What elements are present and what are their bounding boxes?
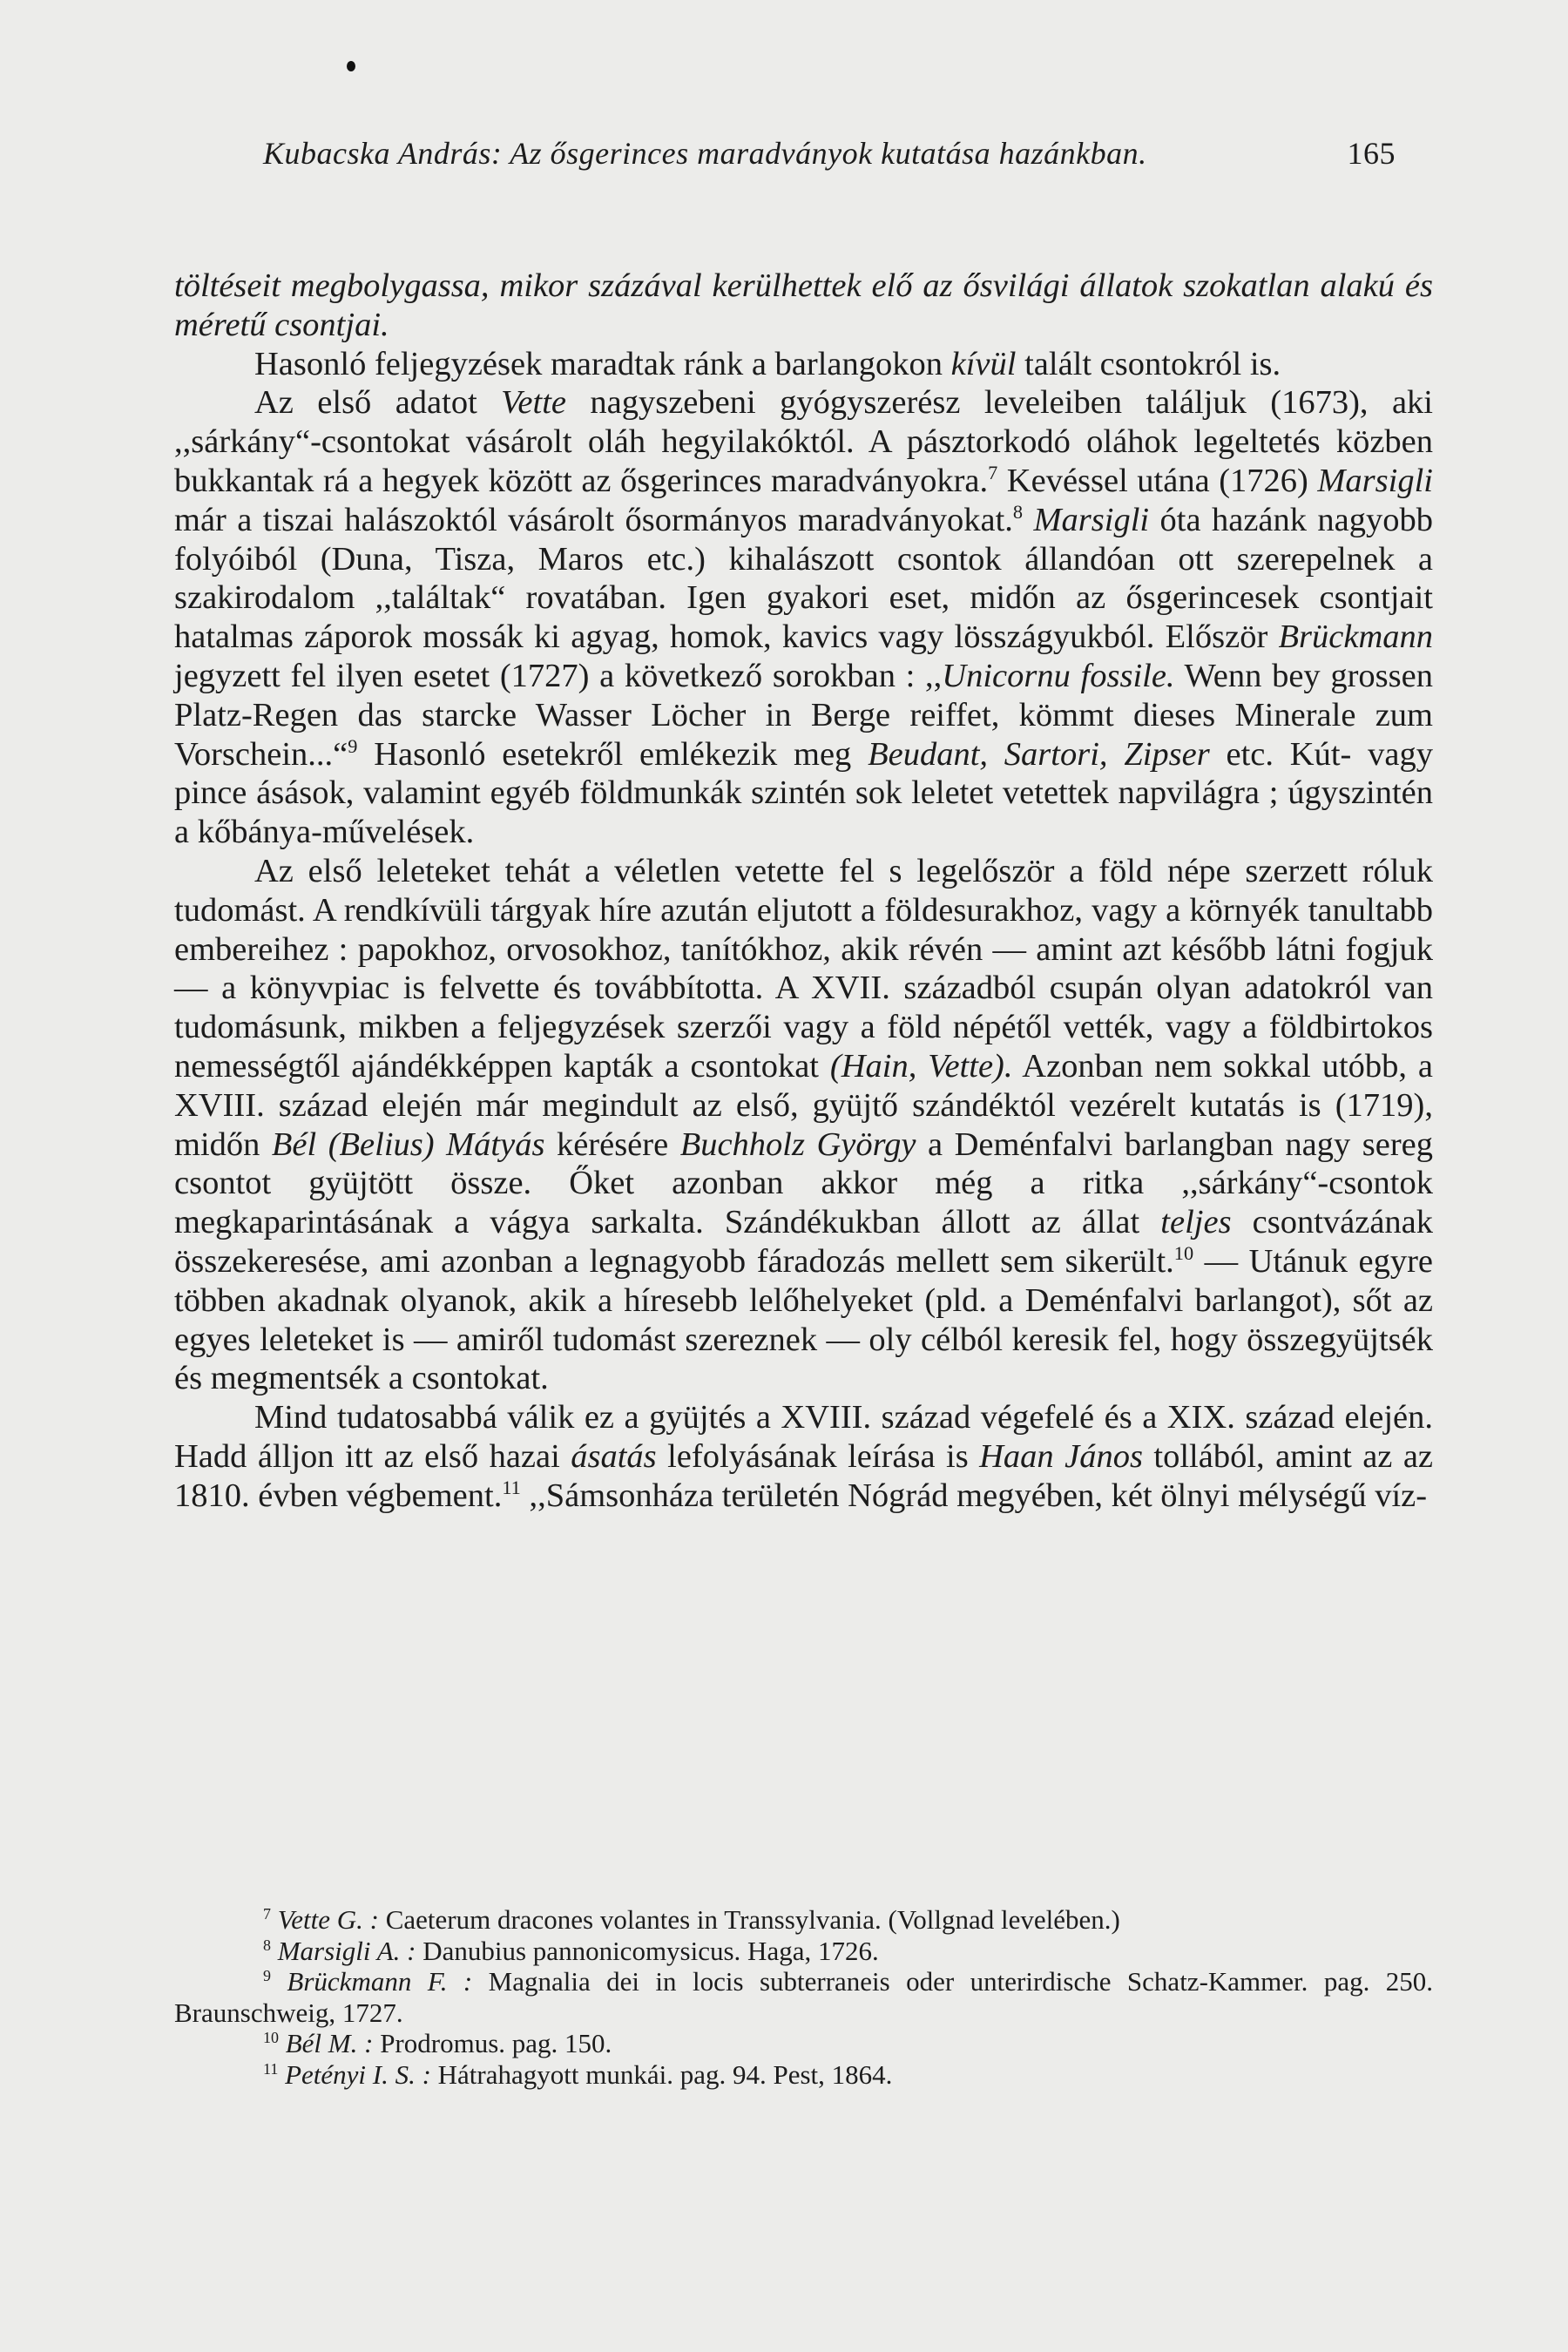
footnote-text: Danubius pannonicomysicus. Haga, 1726. xyxy=(416,1935,879,1966)
text-run: Brückmann xyxy=(1278,618,1433,656)
footnote-ref: 8 xyxy=(1012,500,1024,523)
page-number: 165 xyxy=(1347,136,1396,171)
text-run: Bél (Belius) Mátyás xyxy=(271,1125,545,1163)
footnote-text: Caeterum dracones volantes in Transsylvania. (Vollgnad levelében.) xyxy=(378,1904,1120,1935)
text-run: Kevéssel utána (1726) xyxy=(997,462,1318,499)
text-run: már a tiszai halászoktól vásárolt ősormányos maradványokat. xyxy=(174,501,1013,538)
text-run: — Utánuk egyre többen akadnak olyanok, akik a híresebb lelőhelyeket (pld. a Deménfalvi barlangot), sőt az egyes leleteket is — amiről tudomást szereznek — oly célból keresik fel, hogy összegyüjtsék és megmentsék a csontokat. xyxy=(174,1242,1433,1397)
footnote-number: 8 xyxy=(263,1936,271,1954)
footnote-text: Prodromus. pag. 150. xyxy=(373,2028,612,2059)
text-run: (Hain, Vette). xyxy=(829,1047,1013,1085)
text-run: óta hazánk nagyobb folyóiból (Duna, Tisza, Maros etc.) kihalászott csontok állandóan ott szerepelnek a szakirodalom ,,találtak“ rovatában. Igen gyakori eset, midőn az ősgerincesek csontjait hatalmas záporok mossák ki agyag, homok, kavics vagy lösszágyukból. Először xyxy=(174,501,1433,656)
footnote-author: Vette G. : xyxy=(277,1904,379,1935)
text-run: a Deménfalvi barlangban nagy sereg csontot gyüjtött össze. Őket azonban akkor még a ritka ,,sárkány“-csontok megkaparintásának a vágya sarkalta. Szándékukban állott az állat xyxy=(174,1125,1433,1241)
footnote-number: 11 xyxy=(263,2059,279,2078)
body-text xyxy=(174,267,1433,1516)
footnote-author: Bél M. : xyxy=(285,2028,374,2059)
footnotes xyxy=(174,1904,1433,2091)
footnote-ref: 7 xyxy=(988,462,998,484)
text-run: Az első leleteket tehát a véletlen vetette fel s legelőször a föld népe szerzett róluk tudomást. A rendkívüli tárgyak híre azután eljutott a földesurakhoz, vagy a környék tanultabb embereihez : papokhoz, orvosokhoz, tanítókhoz, akik révén — amint azt később látni fogjuk — a könyvpiac is felvette és továbbította. A XVII. századból csupán olyan adatokról van tudomásunk, mikben a feljegyzések szerzői vagy a föld népétől vették, vagy a földbirtokos nemességtől ajándékképpen kapták a csontokat xyxy=(174,852,1433,1085)
text-run: Haan János xyxy=(979,1437,1143,1475)
text-run: Az első adatot xyxy=(254,384,502,422)
paragraph-5 xyxy=(174,1398,1433,1515)
text-run: etc. Kút- vagy pince ásások, valamint egyéb földmunkák szintén sok leletet vetettek napvilágra ; úgyszintén a kőbánya-művelések. xyxy=(174,735,1433,851)
footnote-7 xyxy=(174,1904,1433,1936)
footnote-author: Brückmann F. : xyxy=(287,1966,473,1997)
text-run: Wenn bey grossen Platz-Regen das starcke Wasser Löcher in Berge reiffet, kömmt dieses Minerale zum Vorschein...“ xyxy=(174,657,1433,773)
text-run: Mind tudatosabbá válik ez a gyüjtés a XVIII. század végefelé és a XIX. század elején. Hadd álljon itt az első hazai xyxy=(174,1399,1433,1475)
text-run: töltéseit megbolygassa, mikor százával kerülhettek elő az ősvilági állatok szokatlan alakú és méretű csontjai. xyxy=(174,267,1433,343)
paragraph-1 xyxy=(174,267,1433,345)
text-run: kívül xyxy=(950,345,1017,382)
text-run: Hasonló feljegyzések maradtak ránk a barlangokon xyxy=(254,345,951,382)
footnote-author: Marsigli A. : xyxy=(277,1935,416,1966)
footnote-text: Hátrahagyott munkái. pag. 94. Pest, 1864. xyxy=(430,2058,893,2090)
text-run: Vette xyxy=(501,384,566,422)
text-run: Unicornu fossile. xyxy=(942,657,1175,694)
paragraph-3 xyxy=(174,383,1433,852)
text-run: Buchholz György xyxy=(679,1125,916,1163)
text-run: Marsigli xyxy=(1033,501,1150,538)
footnote-9 xyxy=(174,1966,1433,2028)
text-run: ásatás xyxy=(571,1437,657,1475)
text-run: Marsigli xyxy=(1317,462,1433,499)
text-run: Beudant, Sartori, Zipser xyxy=(868,735,1210,773)
text-run: teljes xyxy=(1160,1204,1232,1241)
text-run: Hasonló esetekről emlékezik meg xyxy=(357,735,868,773)
text-run: nagyszebeni gyógyszerész leveleiben találjuk (1673), aki ,,sárkány“-csontokat vásárolt oláh hegyilakóktól. A pásztorkodó oláhok legeltetés közben bukkantak rá a hegyek között az ősgerinces maradványokra. xyxy=(174,384,1433,499)
text-run xyxy=(1023,502,1033,538)
footnote-ref: 11 xyxy=(502,1476,521,1498)
text-run: kérésére xyxy=(544,1125,680,1163)
footnote-number: 9 xyxy=(263,1967,271,1985)
footnote-number: 10 xyxy=(263,2029,279,2047)
running-header xyxy=(263,135,1396,179)
ink-spot xyxy=(347,61,355,71)
footnote-10 xyxy=(174,2028,1433,2059)
header-title: Kubacska András: Az ősgerinces maradványok kutatása hazánkban. xyxy=(263,136,1147,171)
footnote-author: Petényi I. S. : xyxy=(285,2058,431,2090)
footnote-ref: 10 xyxy=(1173,1242,1194,1265)
paragraph-4 xyxy=(174,852,1433,1398)
text-run: talált csontokról is. xyxy=(1016,345,1281,382)
text-run: lefolyásának leírása is xyxy=(656,1437,980,1475)
text-run: Azonban nem sokkal utóbb, a XVIII. század elején már megindult az első, gyüjtő szándéktól vezérelt kutatás is (1719), midőn xyxy=(174,1047,1433,1163)
footnote-number: 7 xyxy=(263,1904,271,1923)
footnote-ref: 9 xyxy=(348,734,358,757)
footnote-text: Magnalia dei in locis subterraneis oder unterirdische Schatz-Kammer. pag. 250. Braunschweig, 1727. xyxy=(174,1966,1434,2028)
text-run: csontvázának összekeresése, ami azonban a legnagyobb fáradozás mellett sem sikerült. xyxy=(174,1204,1434,1280)
text-run: jegyzett fel ilyen esetet (1727) a következő sorokban : ,, xyxy=(174,657,943,694)
text-run: tollából, amint az az 1810. évben végbement. xyxy=(174,1437,1434,1514)
footnote-11 xyxy=(174,2059,1433,2091)
text-run: ,,Sámsonháza területén Nógrád megyében, két ölnyi mélységű víz- xyxy=(520,1477,1428,1514)
footnote-8 xyxy=(174,1936,1433,1967)
paragraph-2 xyxy=(174,345,1433,384)
